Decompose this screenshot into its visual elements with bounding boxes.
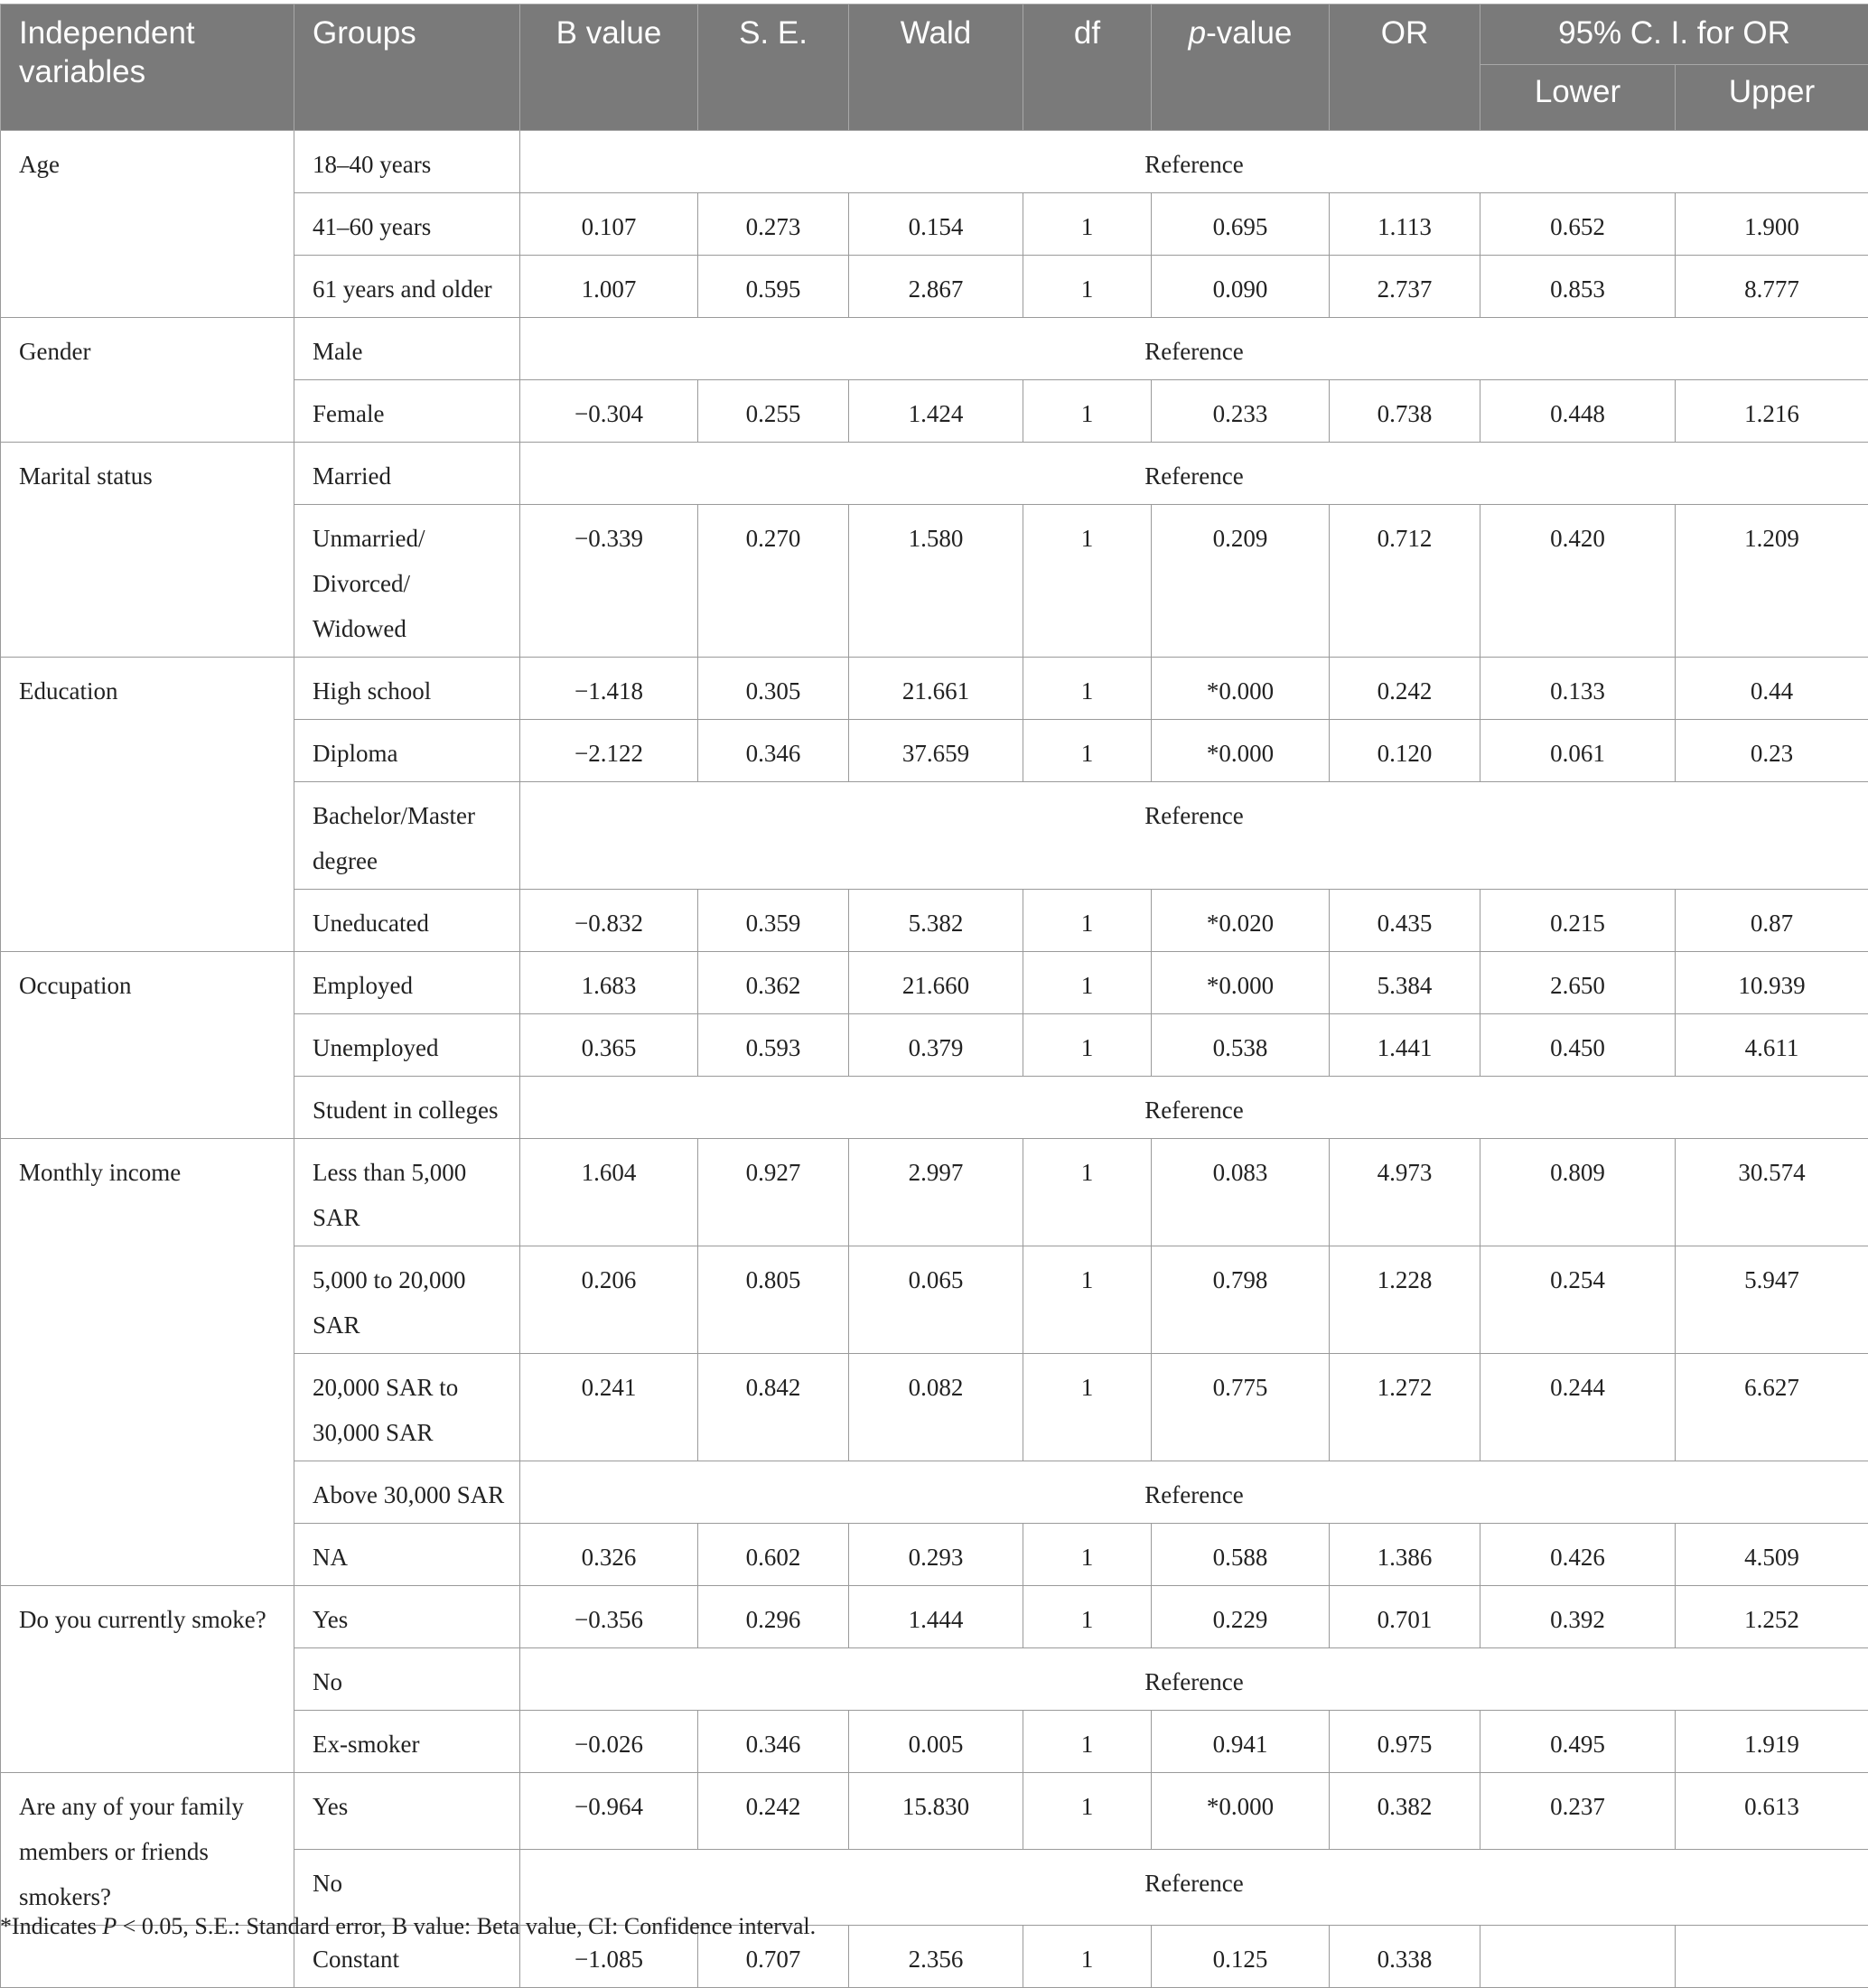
se-cell: 0.927 bbox=[698, 1139, 849, 1246]
table-row bbox=[1, 952, 1868, 1014]
se-cell: 0.296 bbox=[698, 1586, 849, 1648]
table-row bbox=[1, 443, 1868, 505]
wald-cell: 0.293 bbox=[849, 1524, 1023, 1586]
lower-cell: 0.853 bbox=[1480, 256, 1676, 318]
group-cell: Male bbox=[294, 318, 520, 380]
footnote-p-italic: P bbox=[102, 1913, 117, 1939]
group-cell: Unemployed bbox=[294, 1014, 520, 1077]
or-cell: 0.701 bbox=[1330, 1586, 1480, 1648]
p-cell: 0.538 bbox=[1152, 1014, 1330, 1077]
lower-cell: 0.420 bbox=[1480, 505, 1676, 658]
df-cell: 1 bbox=[1023, 1139, 1152, 1246]
or-cell: 2.737 bbox=[1330, 256, 1480, 318]
df-cell: 1 bbox=[1023, 1524, 1152, 1586]
group-cell: 18–40 years bbox=[294, 131, 520, 193]
df-cell: 1 bbox=[1023, 1586, 1152, 1648]
table-row bbox=[1, 1773, 1868, 1850]
upper-cell: 0.613 bbox=[1676, 1773, 1868, 1850]
se-cell: 0.707 bbox=[698, 1926, 849, 1988]
table-body bbox=[1, 131, 1868, 1988]
group-cell: Ex-smoker bbox=[294, 1711, 520, 1773]
or-cell: 0.338 bbox=[1330, 1926, 1480, 1988]
variable-name-cell: Are any of your family members or friends smokers? bbox=[1, 1773, 294, 1926]
se-cell: 0.593 bbox=[698, 1014, 849, 1077]
df-cell: 1 bbox=[1023, 658, 1152, 720]
group-cell: No bbox=[294, 1849, 520, 1926]
upper-cell: 1.216 bbox=[1676, 380, 1868, 443]
se-cell: 0.805 bbox=[698, 1246, 849, 1354]
wald-cell: 2.356 bbox=[849, 1926, 1023, 1988]
p-cell: 0.941 bbox=[1152, 1711, 1330, 1773]
or-cell: 0.712 bbox=[1330, 505, 1480, 658]
df-cell: 1 bbox=[1023, 1014, 1152, 1077]
p-cell: 0.209 bbox=[1152, 505, 1330, 658]
variable-name-cell: Monthly income bbox=[1, 1139, 294, 1586]
upper-cell: 1.919 bbox=[1676, 1711, 1868, 1773]
wald-cell: 21.661 bbox=[849, 658, 1023, 720]
se-cell: 0.362 bbox=[698, 952, 849, 1014]
upper-cell: 1.900 bbox=[1676, 193, 1868, 256]
header-ci: 95% C. I. for OR bbox=[1480, 5, 1868, 65]
df-cell: 1 bbox=[1023, 1711, 1152, 1773]
wald-cell: 1.580 bbox=[849, 505, 1023, 658]
lower-cell: 0.392 bbox=[1480, 1586, 1676, 1648]
group-cell: Above 30,000 SAR bbox=[294, 1461, 520, 1524]
df-cell: 1 bbox=[1023, 720, 1152, 782]
df-cell: 1 bbox=[1023, 890, 1152, 952]
p-cell: 0.775 bbox=[1152, 1354, 1330, 1461]
header-p-value-italic: p bbox=[1189, 15, 1206, 51]
df-cell: 1 bbox=[1023, 505, 1152, 658]
header-ci-lower: Lower bbox=[1480, 65, 1676, 131]
lower-cell: 2.650 bbox=[1480, 952, 1676, 1014]
group-cell: 20,000 SAR to 30,000 SAR bbox=[294, 1354, 520, 1461]
df-cell: 1 bbox=[1023, 1926, 1152, 1988]
or-cell: 1.386 bbox=[1330, 1524, 1480, 1586]
reference-cell: Reference bbox=[520, 782, 1868, 890]
group-cell: Yes bbox=[294, 1773, 520, 1850]
variable-name-cell: Age bbox=[1, 131, 294, 318]
df-cell: 1 bbox=[1023, 380, 1152, 443]
b-cell: −1.085 bbox=[520, 1926, 698, 1988]
wald-cell: 2.867 bbox=[849, 256, 1023, 318]
group-cell: Unmarried/ Divorced/ Widowed bbox=[294, 505, 520, 658]
df-cell: 1 bbox=[1023, 952, 1152, 1014]
variable-name-cell: Education bbox=[1, 658, 294, 952]
or-cell: 0.738 bbox=[1330, 380, 1480, 443]
upper-cell: 0.44 bbox=[1676, 658, 1868, 720]
regression-table bbox=[0, 4, 1868, 1988]
p-cell: *0.000 bbox=[1152, 1773, 1330, 1850]
b-cell: −0.832 bbox=[520, 890, 698, 952]
header-df: df bbox=[1023, 5, 1152, 131]
variable-name-cell: Do you currently smoke? bbox=[1, 1586, 294, 1773]
lower-cell: 0.061 bbox=[1480, 720, 1676, 782]
b-cell: 0.326 bbox=[520, 1524, 698, 1586]
group-cell: 41–60 years bbox=[294, 193, 520, 256]
wald-cell: 0.154 bbox=[849, 193, 1023, 256]
upper-cell: 5.947 bbox=[1676, 1246, 1868, 1354]
wald-cell: 1.444 bbox=[849, 1586, 1023, 1648]
variable-name-cell: Marital status bbox=[1, 443, 294, 658]
se-cell: 0.305 bbox=[698, 658, 849, 720]
group-cell: NA bbox=[294, 1524, 520, 1586]
p-cell: 0.125 bbox=[1152, 1926, 1330, 1988]
reference-cell: Reference bbox=[520, 131, 1868, 193]
header-b-value: B value bbox=[520, 5, 698, 131]
upper-cell: 30.574 bbox=[1676, 1139, 1868, 1246]
b-cell: 0.107 bbox=[520, 193, 698, 256]
p-cell: *0.000 bbox=[1152, 720, 1330, 782]
lower-cell: 0.244 bbox=[1480, 1354, 1676, 1461]
or-cell: 0.435 bbox=[1330, 890, 1480, 952]
header-p-value-rest: -value bbox=[1206, 15, 1292, 51]
p-cell: 0.798 bbox=[1152, 1246, 1330, 1354]
wald-cell: 2.997 bbox=[849, 1139, 1023, 1246]
lower-cell: 0.133 bbox=[1480, 658, 1676, 720]
wald-cell: 37.659 bbox=[849, 720, 1023, 782]
se-cell: 0.346 bbox=[698, 1711, 849, 1773]
df-cell: 1 bbox=[1023, 1773, 1152, 1850]
group-cell: Bachelor/Master degree bbox=[294, 782, 520, 890]
p-cell: 0.695 bbox=[1152, 193, 1330, 256]
se-cell: 0.273 bbox=[698, 193, 849, 256]
group-cell: 5,000 to 20,000 SAR bbox=[294, 1246, 520, 1354]
wald-cell: 0.065 bbox=[849, 1246, 1023, 1354]
upper-cell: 10.939 bbox=[1676, 952, 1868, 1014]
or-cell: 0.382 bbox=[1330, 1773, 1480, 1850]
wald-cell: 15.830 bbox=[849, 1773, 1023, 1850]
b-cell: −2.122 bbox=[520, 720, 698, 782]
group-cell: Student in colleges bbox=[294, 1077, 520, 1139]
b-cell: 0.206 bbox=[520, 1246, 698, 1354]
se-cell: 0.359 bbox=[698, 890, 849, 952]
upper-cell: 0.23 bbox=[1676, 720, 1868, 782]
lower-cell: 0.426 bbox=[1480, 1524, 1676, 1586]
b-cell: −0.026 bbox=[520, 1711, 698, 1773]
or-cell: 4.973 bbox=[1330, 1139, 1480, 1246]
reference-cell: Reference bbox=[520, 1648, 1868, 1711]
p-cell: *0.000 bbox=[1152, 952, 1330, 1014]
df-cell: 1 bbox=[1023, 256, 1152, 318]
se-cell: 0.270 bbox=[698, 505, 849, 658]
reference-cell: Reference bbox=[520, 1849, 1868, 1926]
or-cell: 1.113 bbox=[1330, 193, 1480, 256]
group-cell: No bbox=[294, 1648, 520, 1711]
lower-cell: 0.215 bbox=[1480, 890, 1676, 952]
wald-cell: 21.660 bbox=[849, 952, 1023, 1014]
table-row bbox=[1, 658, 1868, 720]
lower-cell: 0.254 bbox=[1480, 1246, 1676, 1354]
b-cell: −0.304 bbox=[520, 380, 698, 443]
df-cell: 1 bbox=[1023, 1354, 1152, 1461]
group-cell: Yes bbox=[294, 1586, 520, 1648]
wald-cell: 0.379 bbox=[849, 1014, 1023, 1077]
table-row bbox=[1, 318, 1868, 380]
se-cell: 0.242 bbox=[698, 1773, 849, 1850]
regression-table-container bbox=[0, 4, 1868, 1988]
variable-name-cell: Gender bbox=[1, 318, 294, 443]
group-cell: Married bbox=[294, 443, 520, 505]
group-cell: Employed bbox=[294, 952, 520, 1014]
p-cell: 0.229 bbox=[1152, 1586, 1330, 1648]
se-cell: 0.842 bbox=[698, 1354, 849, 1461]
p-cell: 0.233 bbox=[1152, 380, 1330, 443]
table-footnote bbox=[0, 1913, 1868, 1940]
group-cell: 61 years and older bbox=[294, 256, 520, 318]
footnote-prefix: *Indicates bbox=[0, 1913, 102, 1939]
group-cell: Female bbox=[294, 380, 520, 443]
upper-cell: 0.87 bbox=[1676, 890, 1868, 952]
b-cell: 0.365 bbox=[520, 1014, 698, 1077]
upper-cell: 1.209 bbox=[1676, 505, 1868, 658]
p-cell: *0.000 bbox=[1152, 658, 1330, 720]
table-row bbox=[1, 131, 1868, 193]
se-cell: 0.346 bbox=[698, 720, 849, 782]
se-cell: 0.255 bbox=[698, 380, 849, 443]
header-groups: Groups bbox=[294, 5, 520, 131]
variable-name-cell: Occupation bbox=[1, 952, 294, 1139]
reference-cell: Reference bbox=[520, 443, 1868, 505]
group-cell: Uneducated bbox=[294, 890, 520, 952]
group-cell: Constant bbox=[294, 1926, 520, 1988]
reference-cell: Reference bbox=[520, 1077, 1868, 1139]
b-cell: −1.418 bbox=[520, 658, 698, 720]
se-cell: 0.595 bbox=[698, 256, 849, 318]
b-cell: −0.964 bbox=[520, 1773, 698, 1850]
lower-cell: 0.652 bbox=[1480, 193, 1676, 256]
lower-cell: 0.450 bbox=[1480, 1014, 1676, 1077]
header-wald: Wald bbox=[849, 5, 1023, 131]
wald-cell: 0.005 bbox=[849, 1711, 1023, 1773]
or-cell: 1.441 bbox=[1330, 1014, 1480, 1077]
or-cell: 5.384 bbox=[1330, 952, 1480, 1014]
lower-cell: 0.237 bbox=[1480, 1773, 1676, 1850]
or-cell: 1.228 bbox=[1330, 1246, 1480, 1354]
upper-cell: 4.611 bbox=[1676, 1014, 1868, 1077]
wald-cell: 5.382 bbox=[849, 890, 1023, 952]
header-se: S. E. bbox=[698, 5, 849, 131]
group-cell: Less than 5,000 SAR bbox=[294, 1139, 520, 1246]
upper-cell: 1.252 bbox=[1676, 1586, 1868, 1648]
p-cell: 0.090 bbox=[1152, 256, 1330, 318]
or-cell: 0.242 bbox=[1330, 658, 1480, 720]
df-cell: 1 bbox=[1023, 193, 1152, 256]
p-cell: 0.083 bbox=[1152, 1139, 1330, 1246]
group-cell: High school bbox=[294, 658, 520, 720]
b-cell: −0.356 bbox=[520, 1586, 698, 1648]
b-cell: 1.604 bbox=[520, 1139, 698, 1246]
header-or: OR bbox=[1330, 5, 1480, 131]
header-independent-variables: Independent variables bbox=[1, 5, 294, 131]
wald-cell: 1.424 bbox=[849, 380, 1023, 443]
lower-cell: 0.495 bbox=[1480, 1711, 1676, 1773]
reference-cell: Reference bbox=[520, 318, 1868, 380]
table-header bbox=[1, 5, 1868, 131]
group-cell: Diploma bbox=[294, 720, 520, 782]
upper-cell: 4.509 bbox=[1676, 1524, 1868, 1586]
df-cell: 1 bbox=[1023, 1246, 1152, 1354]
reference-cell: Reference bbox=[520, 1461, 1868, 1524]
table-row bbox=[1, 1586, 1868, 1648]
b-cell: 1.007 bbox=[520, 256, 698, 318]
table-row bbox=[1, 1139, 1868, 1246]
or-cell: 0.975 bbox=[1330, 1711, 1480, 1773]
header-p-value bbox=[1152, 5, 1330, 131]
upper-cell: 8.777 bbox=[1676, 256, 1868, 318]
lower-cell: 0.809 bbox=[1480, 1139, 1676, 1246]
header-ci-upper: Upper bbox=[1676, 65, 1868, 131]
b-cell: −0.339 bbox=[520, 505, 698, 658]
se-cell: 0.602 bbox=[698, 1524, 849, 1586]
or-cell: 0.120 bbox=[1330, 720, 1480, 782]
b-cell: 1.683 bbox=[520, 952, 698, 1014]
b-cell: 0.241 bbox=[520, 1354, 698, 1461]
p-cell: *0.020 bbox=[1152, 890, 1330, 952]
or-cell: 1.272 bbox=[1330, 1354, 1480, 1461]
footnote-rest: < 0.05, S.E.: Standard error, B value: Beta value, CI: Confidence interval. bbox=[117, 1913, 816, 1939]
lower-cell: 0.448 bbox=[1480, 380, 1676, 443]
upper-cell: 6.627 bbox=[1676, 1354, 1868, 1461]
p-cell: 0.588 bbox=[1152, 1524, 1330, 1586]
wald-cell: 0.082 bbox=[849, 1354, 1023, 1461]
